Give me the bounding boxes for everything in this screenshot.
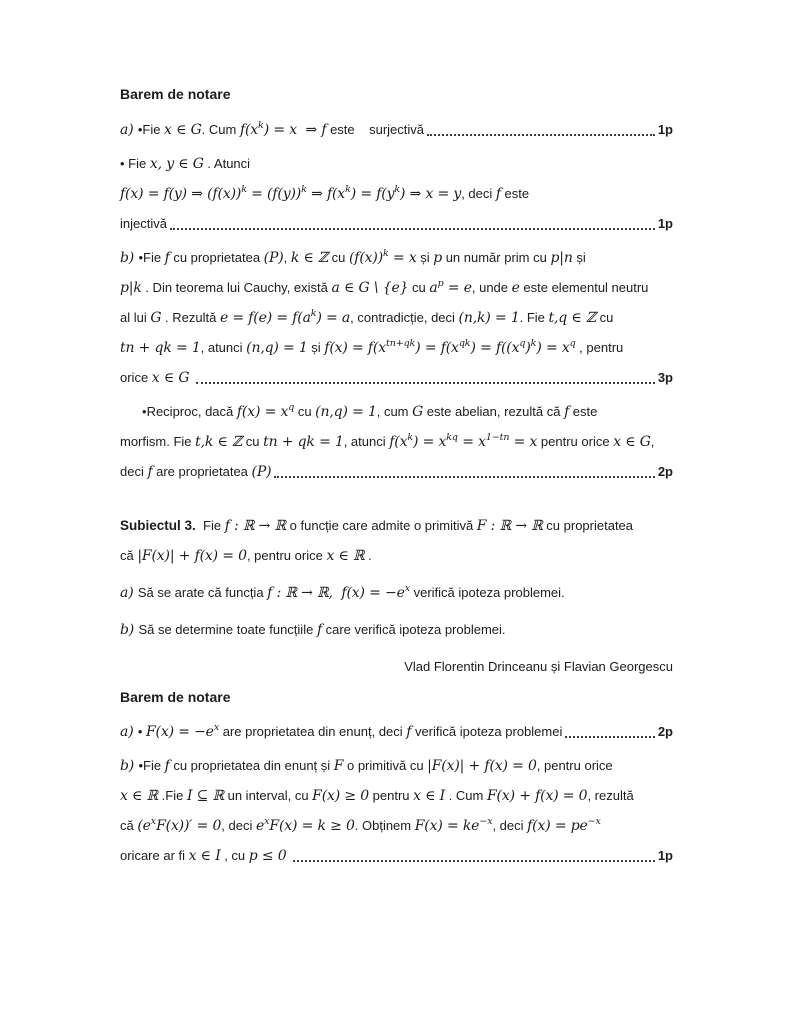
math-segment: ) = x bbox=[536, 340, 570, 356]
prose-segment: , unde bbox=[471, 280, 512, 295]
math-segment: I ⊆ ℝ bbox=[186, 788, 224, 804]
dotted-leader bbox=[196, 363, 655, 384]
prose-segment: . Obținem bbox=[354, 818, 415, 833]
prose-segment: , pentru orice bbox=[246, 548, 327, 563]
text-line bbox=[120, 541, 673, 571]
dotted-leader bbox=[427, 115, 655, 136]
math-segment: a bbox=[429, 280, 438, 296]
math-segment: p bbox=[433, 250, 443, 266]
prose-segment: , pentru orice bbox=[536, 758, 613, 773]
text-line bbox=[120, 457, 673, 487]
math-segment: x ∈ ℝ bbox=[120, 788, 159, 804]
math-segment: f bbox=[316, 622, 322, 638]
math-segment: tn + qk = 1 bbox=[120, 340, 201, 356]
math-segment: a) bbox=[120, 724, 138, 740]
prose-segment: este elementul neutru bbox=[519, 280, 649, 295]
math-segment: f bbox=[164, 250, 170, 266]
points-value: 1p bbox=[657, 122, 673, 137]
math-segment: F bbox=[333, 758, 344, 774]
text-line bbox=[120, 811, 673, 841]
prose-segment: Fie bbox=[142, 122, 165, 137]
superscript-segment: k bbox=[310, 308, 317, 319]
superscript-segment: k bbox=[345, 184, 351, 195]
prose-segment: cu bbox=[328, 250, 349, 265]
math-segment: tn + qk = 1 bbox=[263, 434, 344, 450]
prose-segment: , atunci bbox=[200, 340, 247, 355]
prose-segment: Fie bbox=[128, 156, 150, 171]
dotted-leader bbox=[565, 717, 654, 738]
prose-segment: o primitivă cu bbox=[343, 758, 428, 773]
math-segment: F(x))′ = 0 bbox=[156, 818, 222, 834]
prose-segment: • bbox=[137, 122, 143, 137]
math-segment: t,k ∈ ℤ bbox=[195, 434, 243, 450]
paragraph bbox=[120, 511, 673, 571]
paragraph bbox=[120, 243, 673, 393]
prose-segment: verifică ipoteza problemei bbox=[411, 724, 563, 739]
superscript-segment: k bbox=[241, 184, 247, 195]
prose-segment: . bbox=[364, 548, 372, 563]
math-segment: F : ℝ → ℝ bbox=[476, 518, 543, 534]
prose-segment: este abelian, rezultă că bbox=[423, 404, 565, 419]
prose-segment: , pentru bbox=[575, 340, 624, 355]
prose-segment: este bbox=[500, 186, 530, 201]
paragraph bbox=[120, 149, 673, 239]
prose-segment: este bbox=[569, 404, 598, 419]
bold-segment: Subiectul 3. bbox=[120, 518, 196, 533]
prose-segment: un număr prim cu bbox=[442, 250, 551, 265]
points-value: 1p bbox=[657, 848, 673, 863]
math-segment: (P) bbox=[251, 464, 272, 480]
text-line bbox=[120, 652, 673, 682]
paragraph bbox=[120, 717, 673, 747]
superscript-segment: q bbox=[288, 402, 295, 413]
superscript-segment: q bbox=[569, 338, 576, 349]
prose-segment: care verifică ipoteza problemei. bbox=[321, 622, 506, 637]
prose-segment: este surjectivă bbox=[326, 122, 425, 137]
text-line bbox=[120, 273, 673, 303]
prose-segment: , deci bbox=[492, 818, 528, 833]
prose-segment: , atunci bbox=[343, 434, 390, 449]
prose-segment: morfism. Fie bbox=[120, 434, 196, 449]
prose-segment: , deci bbox=[221, 818, 256, 833]
math-segment: |F(x)| + f(x) = 0 bbox=[137, 548, 247, 564]
paragraph bbox=[120, 397, 673, 487]
prose-segment: • bbox=[137, 724, 146, 739]
superscript-segment: k bbox=[530, 338, 537, 349]
math-segment: x, y ∈ G bbox=[149, 156, 204, 172]
prose-segment: are proprietatea din enunț, deci bbox=[219, 724, 407, 739]
superscript-segment: x bbox=[150, 816, 157, 827]
math-segment: (f(x)) bbox=[349, 250, 384, 266]
prose-segment: . Din teorema lui Cauchy, există bbox=[141, 280, 332, 295]
prose-segment: cu proprietatea bbox=[542, 518, 634, 533]
math-segment: G bbox=[150, 310, 162, 326]
prose-segment: Fie bbox=[143, 250, 165, 265]
prose-segment: și bbox=[416, 250, 434, 265]
prose-segment: cu bbox=[408, 280, 430, 295]
math-segment: (e bbox=[137, 818, 151, 834]
superscript-segment: x bbox=[404, 583, 410, 594]
text-line bbox=[120, 363, 673, 393]
prose-segment: cu bbox=[294, 404, 316, 419]
math-segment: x ∈ G bbox=[164, 122, 202, 138]
paragraph bbox=[120, 615, 673, 645]
prose-segment: deci bbox=[120, 464, 148, 479]
prose-segment: , contradicție, deci bbox=[350, 310, 459, 325]
superscript-segment: kq bbox=[446, 432, 458, 443]
dotted-leader bbox=[293, 841, 655, 862]
prose-segment bbox=[287, 841, 291, 871]
superscript-segment: k bbox=[301, 184, 307, 195]
prose-segment: are proprietatea bbox=[152, 464, 252, 479]
text-line bbox=[120, 179, 673, 209]
math-segment: ) = x bbox=[413, 434, 447, 450]
prose-segment: și bbox=[307, 340, 325, 355]
prose-segment: , rezultă bbox=[587, 788, 634, 803]
text-line bbox=[120, 397, 673, 427]
prose-segment: . Cum bbox=[445, 788, 487, 803]
superscript-segment: qk bbox=[458, 338, 471, 349]
prose-segment: . Rezultă bbox=[161, 310, 220, 325]
math-segment: f(x bbox=[239, 122, 259, 138]
prose-segment: .Fie bbox=[158, 788, 187, 803]
text-line bbox=[120, 717, 673, 747]
superscript-segment: 1−tn bbox=[485, 432, 510, 443]
superscript-segment: q bbox=[519, 338, 526, 349]
points-value: 3p bbox=[657, 370, 673, 385]
prose-segment: cu bbox=[242, 434, 264, 449]
prose-segment: cu bbox=[595, 310, 614, 325]
math-segment: ⇒ f(x bbox=[306, 186, 346, 202]
math-segment: f bbox=[495, 186, 501, 202]
superscript-segment: x bbox=[213, 722, 220, 733]
math-segment: = x bbox=[509, 434, 538, 450]
prose-segment: , bbox=[283, 250, 291, 265]
math-segment: f bbox=[164, 758, 170, 774]
text-line bbox=[120, 511, 673, 541]
math-segment: = (f(y)) bbox=[246, 186, 302, 202]
prose-segment: cu proprietatea din enunț și bbox=[169, 758, 334, 773]
math-segment: x ∈ G bbox=[151, 370, 190, 386]
section-barem-2 bbox=[120, 689, 673, 871]
math-segment: a ∈ G \ {e} bbox=[331, 280, 409, 296]
prose-segment: , deci bbox=[461, 186, 496, 201]
math-segment: k ∈ ℤ bbox=[290, 250, 329, 266]
math-segment: ) = f(x bbox=[415, 340, 459, 356]
math-segment: = x bbox=[388, 250, 417, 266]
math-segment: b) bbox=[120, 250, 139, 266]
prose-segment: al lui bbox=[120, 310, 151, 325]
math-segment: G bbox=[412, 404, 424, 420]
prose-segment: • bbox=[138, 250, 143, 265]
math-segment: e bbox=[511, 280, 520, 296]
text-line bbox=[120, 209, 673, 239]
prose-segment: și bbox=[572, 250, 586, 265]
text-line bbox=[120, 615, 673, 645]
math-segment: f(x) = f(x bbox=[324, 340, 386, 356]
prose-segment: verifică ipoteza problemei. bbox=[410, 585, 565, 600]
math-segment: f : ℝ → ℝ, f(x) = −e bbox=[267, 585, 405, 601]
math-segment: x ∈ I bbox=[413, 788, 446, 804]
math-segment: ) = x ⇒ f bbox=[263, 122, 327, 138]
math-segment: b) bbox=[120, 622, 139, 638]
math-segment: ) = f((x bbox=[470, 340, 520, 356]
prose-segment: . Atunci bbox=[203, 156, 251, 171]
prose-segment: oricare ar fi bbox=[120, 848, 189, 863]
text-line bbox=[120, 333, 673, 363]
superscript-segment: k bbox=[394, 184, 401, 195]
paragraph bbox=[120, 115, 673, 145]
math-segment: ) ⇒ x = y bbox=[400, 186, 462, 202]
math-segment: t,q ∈ ℤ bbox=[548, 310, 596, 326]
prose-segment: , cu bbox=[220, 848, 249, 863]
paragraph bbox=[120, 751, 673, 871]
math-segment: F(x) + f(x) = 0 bbox=[486, 788, 588, 804]
math-segment: f bbox=[406, 724, 412, 740]
prose-segment: Vlad Florentin Drinceanu și Flavian Georgescu bbox=[404, 659, 673, 674]
prose-segment bbox=[189, 363, 193, 393]
math-segment: e bbox=[255, 818, 265, 834]
superscript-segment: k bbox=[258, 120, 264, 131]
math-segment: f : ℝ → ℝ bbox=[224, 518, 287, 534]
points-value: 1p bbox=[657, 216, 673, 231]
prose-segment: că bbox=[120, 548, 138, 563]
superscript-segment: p bbox=[437, 278, 444, 289]
section-barem-1 bbox=[120, 86, 673, 487]
math-segment: p ≤ 0 bbox=[248, 848, 287, 864]
superscript-segment: −x bbox=[587, 816, 601, 827]
prose-segment: un interval, cu bbox=[224, 788, 313, 803]
math-segment: ) bbox=[525, 340, 531, 356]
math-segment: x ∈ ℝ bbox=[326, 548, 365, 564]
text-line bbox=[120, 243, 673, 273]
math-segment: x ∈ G bbox=[613, 434, 651, 450]
prose-segment: Reciproc, dacă bbox=[146, 404, 237, 419]
prose-segment: , bbox=[650, 434, 655, 449]
math-segment: (P) bbox=[263, 250, 284, 266]
prose-segment: pentru orice bbox=[537, 434, 614, 449]
math-segment: x ∈ I bbox=[188, 848, 221, 864]
text-line bbox=[120, 115, 673, 145]
prose-segment: . Cum bbox=[201, 122, 240, 137]
math-segment: F(x) = ke bbox=[414, 818, 480, 834]
math-segment: f(x) = f(y) ⇒ (f(x)) bbox=[120, 186, 242, 202]
math-segment: = e bbox=[443, 280, 472, 296]
math-segment: |F(x)| + f(x) = 0 bbox=[427, 758, 537, 774]
section-heading: Barem de notare bbox=[120, 86, 231, 102]
prose-segment: injectivă bbox=[120, 216, 167, 231]
prose-segment: . Fie bbox=[519, 310, 549, 325]
text-line bbox=[120, 841, 673, 871]
dotted-leader bbox=[170, 209, 655, 230]
math-segment: f(x) = pe bbox=[527, 818, 588, 834]
paragraph bbox=[120, 578, 673, 608]
superscript-segment: k bbox=[383, 248, 389, 259]
math-segment: f bbox=[564, 404, 570, 420]
math-segment: e = f(e) = f(a bbox=[219, 310, 311, 326]
math-segment: (n,q) = 1 bbox=[315, 404, 377, 420]
prose-segment: Fie bbox=[143, 758, 165, 773]
prose-segment: orice bbox=[120, 370, 152, 385]
prose-segment: o funcție care admite o primitivă bbox=[286, 518, 477, 533]
text-line bbox=[120, 578, 673, 608]
prose-segment: • bbox=[138, 758, 143, 773]
prose-segment: • bbox=[142, 404, 147, 419]
superscript-segment: x bbox=[264, 816, 270, 827]
section-subiect-3 bbox=[120, 511, 673, 682]
math-segment: ) = f(y bbox=[350, 186, 395, 202]
math-segment: (n,q) = 1 bbox=[246, 340, 308, 356]
section-heading: Barem de notare bbox=[120, 689, 231, 705]
math-segment: p|k bbox=[120, 280, 142, 296]
prose-segment: cu proprietatea bbox=[169, 250, 264, 265]
points-value: 2p bbox=[657, 464, 673, 479]
prose-segment: pentru bbox=[369, 788, 414, 803]
prose-segment: că bbox=[120, 818, 138, 833]
paragraph bbox=[120, 652, 673, 682]
math-segment: = x bbox=[457, 434, 486, 450]
math-segment: F(x) ≥ 0 bbox=[312, 788, 370, 804]
math-segment: f bbox=[147, 464, 153, 480]
math-segment: b) bbox=[120, 758, 139, 774]
math-segment: f(x) = x bbox=[236, 404, 289, 420]
prose-segment: • bbox=[120, 156, 129, 171]
prose-segment: Să se arate că funcția bbox=[137, 585, 268, 600]
math-segment: F(x) = k ≥ 0 bbox=[269, 818, 355, 834]
math-segment: ) = a bbox=[316, 310, 351, 326]
points-value: 2p bbox=[657, 724, 673, 739]
prose-segment: Să se determine toate funcțiile bbox=[138, 622, 317, 637]
prose-segment: Fie bbox=[195, 518, 225, 533]
math-segment: p|n bbox=[550, 250, 573, 266]
dotted-leader bbox=[274, 457, 654, 478]
math-segment: (n,k) = 1 bbox=[458, 310, 520, 326]
math-segment: f(x bbox=[389, 434, 408, 450]
superscript-segment: k bbox=[407, 432, 413, 443]
text-line bbox=[120, 427, 673, 457]
superscript-segment: tn+qk bbox=[385, 338, 416, 349]
prose-segment: , cum bbox=[376, 404, 413, 419]
superscript-segment: −x bbox=[479, 816, 493, 827]
math-segment: a) bbox=[120, 585, 138, 601]
math-segment: a) bbox=[120, 122, 138, 138]
math-segment: F(x) = −e bbox=[145, 724, 214, 740]
text-line bbox=[120, 751, 673, 781]
